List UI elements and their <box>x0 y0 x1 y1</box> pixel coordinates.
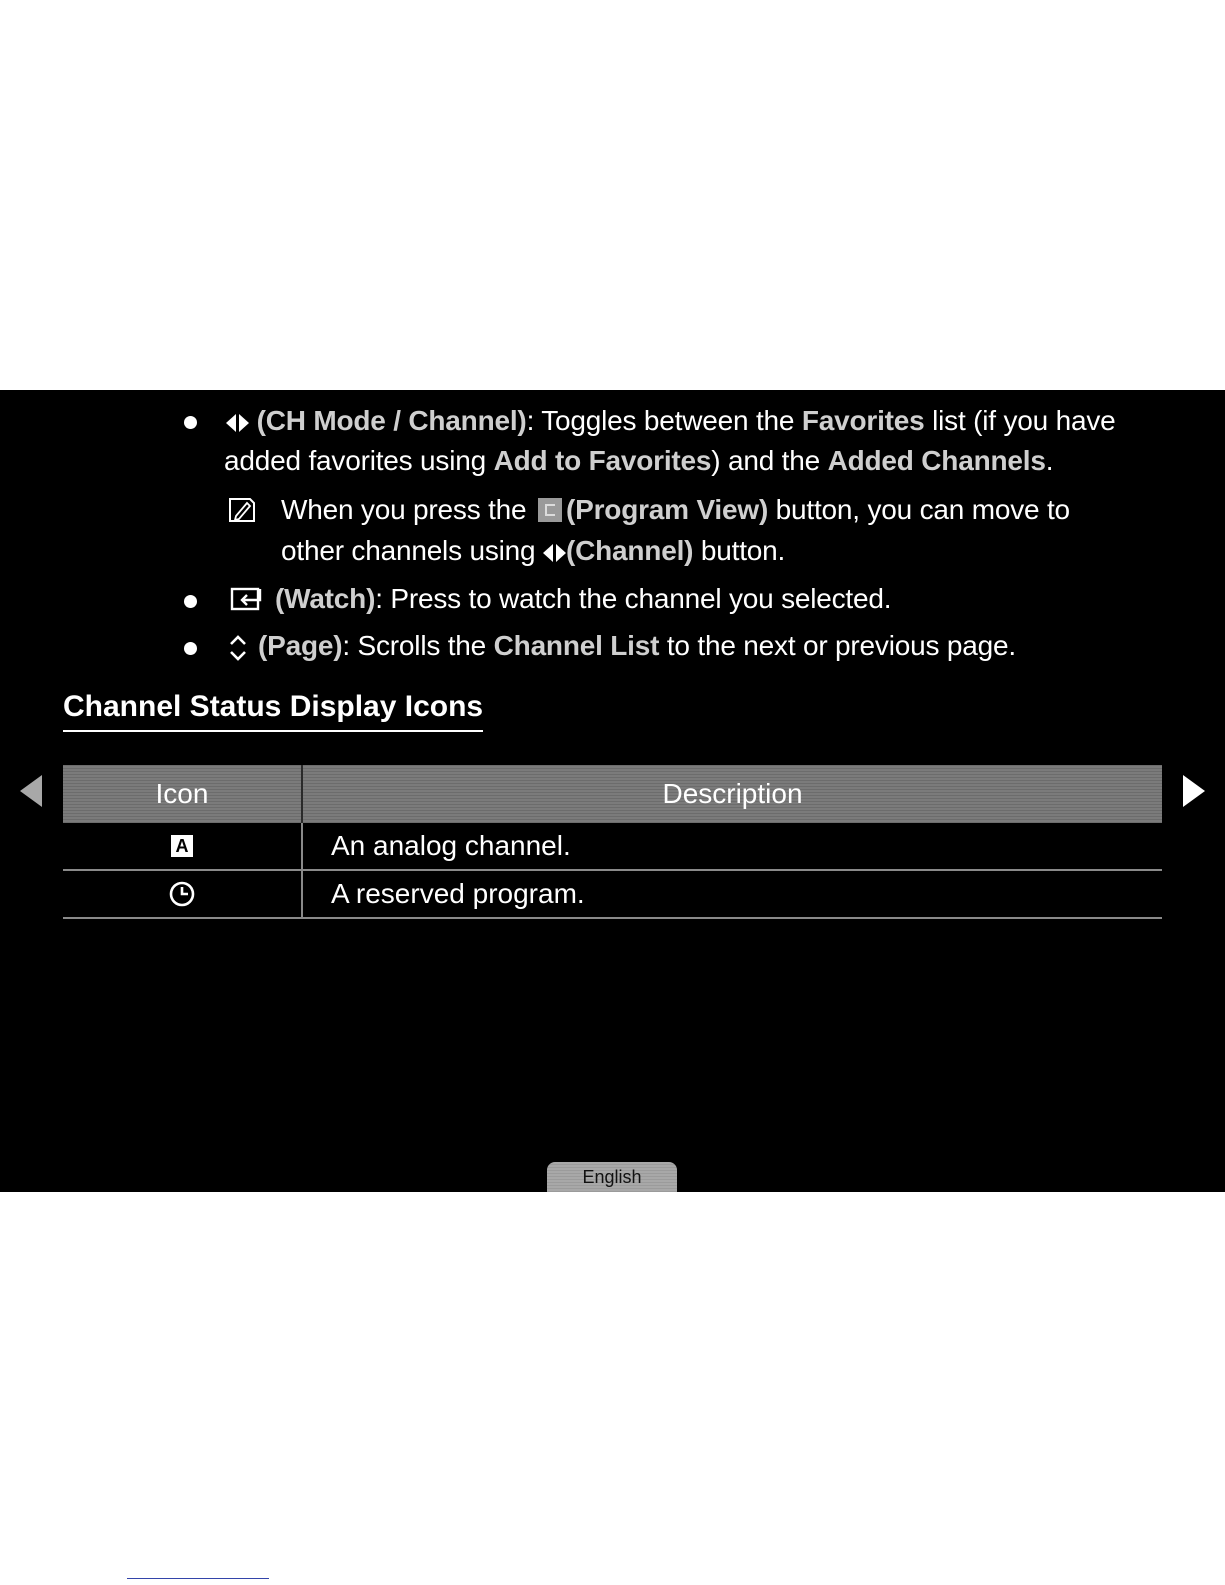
description-cell: A reserved program. <box>331 878 585 909</box>
page-label: (Page) <box>258 630 343 661</box>
bullet-dot <box>184 595 197 608</box>
note-line-2 <box>281 534 785 568</box>
ch-mode-label: (CH Mode / Channel) <box>256 405 527 436</box>
page-text: : Scrolls the <box>342 630 494 661</box>
ch-mode-text: : Toggles between the <box>526 405 802 436</box>
note-text: other channels using <box>281 535 543 566</box>
table-row <box>63 823 1162 871</box>
note-text: button, you can move to <box>768 494 1070 525</box>
clock-icon <box>168 880 196 908</box>
table-header <box>63 765 1162 823</box>
bullet-dot <box>184 416 197 429</box>
add-to-favorites-label: Add to Favorites <box>493 445 712 476</box>
icon-cell <box>63 823 303 869</box>
up-down-chevron-icon <box>228 633 248 663</box>
watch-line <box>275 582 891 616</box>
favorites-label: Favorites <box>801 405 925 436</box>
program-view-button-icon <box>538 498 562 522</box>
header-icon: Icon <box>63 765 303 823</box>
ch-mode-text: . <box>1045 445 1054 476</box>
note-text: When you press the <box>281 494 534 525</box>
watch-icon <box>230 586 264 612</box>
bullet-dot <box>184 642 197 655</box>
next-page-arrow-icon[interactable] <box>1183 775 1205 807</box>
icon-cell <box>63 871 303 917</box>
note-icon <box>227 496 257 524</box>
ch-mode-text: list (if you have <box>924 405 1116 436</box>
note-line-1 <box>281 493 1070 527</box>
watch-text: : Press to watch the channel you selected. <box>375 583 892 614</box>
tv-manual-screen <box>0 390 1225 1192</box>
channel-list-label: Channel List <box>493 630 660 661</box>
watch-label: (Watch) <box>275 583 376 614</box>
left-right-arrows-icon <box>543 535 566 566</box>
page-line <box>258 629 1016 663</box>
left-right-arrows-icon <box>226 405 249 436</box>
table-row <box>63 871 1162 919</box>
description-cell: An analog channel. <box>331 830 571 861</box>
language-tab[interactable]: English <box>547 1162 677 1192</box>
program-view-label: (Program View) <box>566 494 769 525</box>
ch-mode-text: added favorites using <box>224 445 494 476</box>
bottom-link-underline <box>127 1578 269 1579</box>
previous-page-arrow-icon[interactable] <box>20 775 42 807</box>
analog-channel-icon: A <box>171 835 193 857</box>
page-text: to the next or previous page. <box>659 630 1016 661</box>
note-text: button. <box>693 535 786 566</box>
ch-mode-line-1 <box>226 404 1116 438</box>
header-description: Description <box>662 778 803 809</box>
section-title: Channel Status Display Icons <box>63 690 483 732</box>
ch-mode-line-2 <box>224 444 1053 478</box>
ch-mode-text: ) and the <box>711 445 828 476</box>
channel-label: (Channel) <box>565 535 694 566</box>
added-channels-label: Added Channels <box>827 445 1046 476</box>
status-icons-table <box>63 765 1162 919</box>
